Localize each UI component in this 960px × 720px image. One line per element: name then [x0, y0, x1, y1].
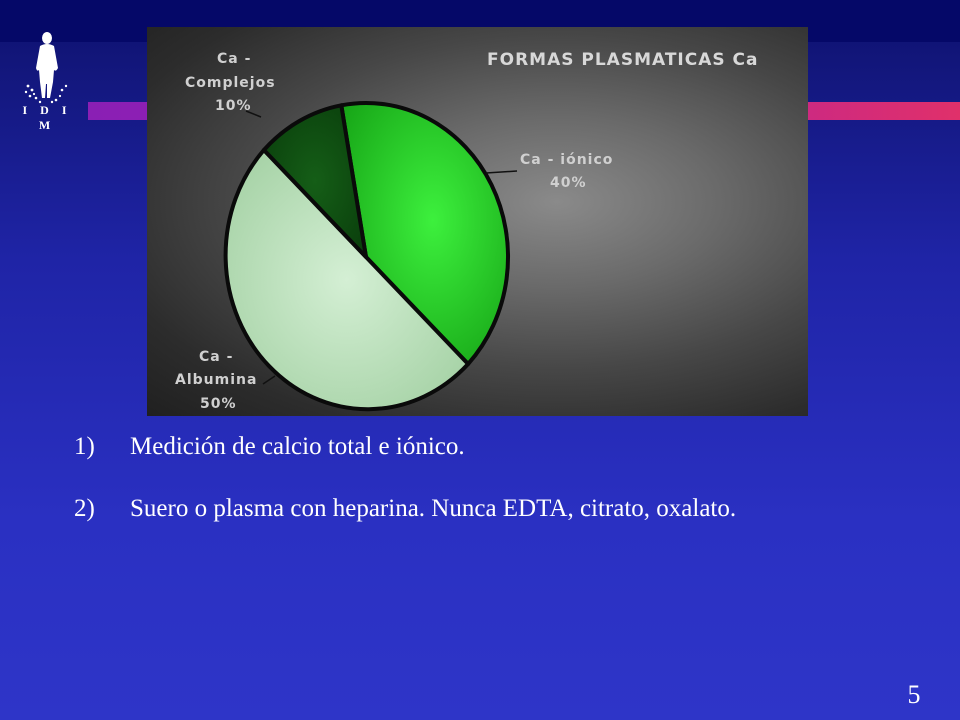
label-ionico-value: 40%: [550, 175, 587, 191]
leader-line-albumina: [263, 376, 275, 384]
label-complejos-line2: Complejos: [185, 75, 276, 91]
label-albumina-line1: Ca -: [199, 349, 234, 365]
page-number: 5: [907, 680, 921, 709]
pie-chart: [147, 27, 808, 416]
chart-title: FORMAS PLASMATICAS Ca: [487, 50, 759, 70]
list-item-text: Medición de calcio total e iónico.: [130, 433, 465, 460]
list-item-number: 2): [74, 495, 95, 522]
logo-text: I D I M: [22, 103, 72, 132]
list-item: [74, 430, 834, 464]
leader-line-ionico: [486, 171, 517, 173]
pie-chart-panel: [147, 27, 808, 416]
label-albumina-line2: Albumina: [175, 372, 258, 388]
label-complejos-line1: Ca -: [217, 51, 252, 67]
list-item-text: Suero o plasma con heparina. Nunca EDTA, citrato, oxalato.: [130, 495, 737, 522]
list-item-number: 1): [74, 433, 95, 460]
label-albumina-value: 50%: [200, 396, 237, 412]
label-complejos-value: 10%: [215, 98, 252, 114]
bullet-list: [74, 430, 834, 554]
label-ionico-name: Ca - iónico: [520, 152, 614, 168]
list-item: [74, 492, 834, 526]
